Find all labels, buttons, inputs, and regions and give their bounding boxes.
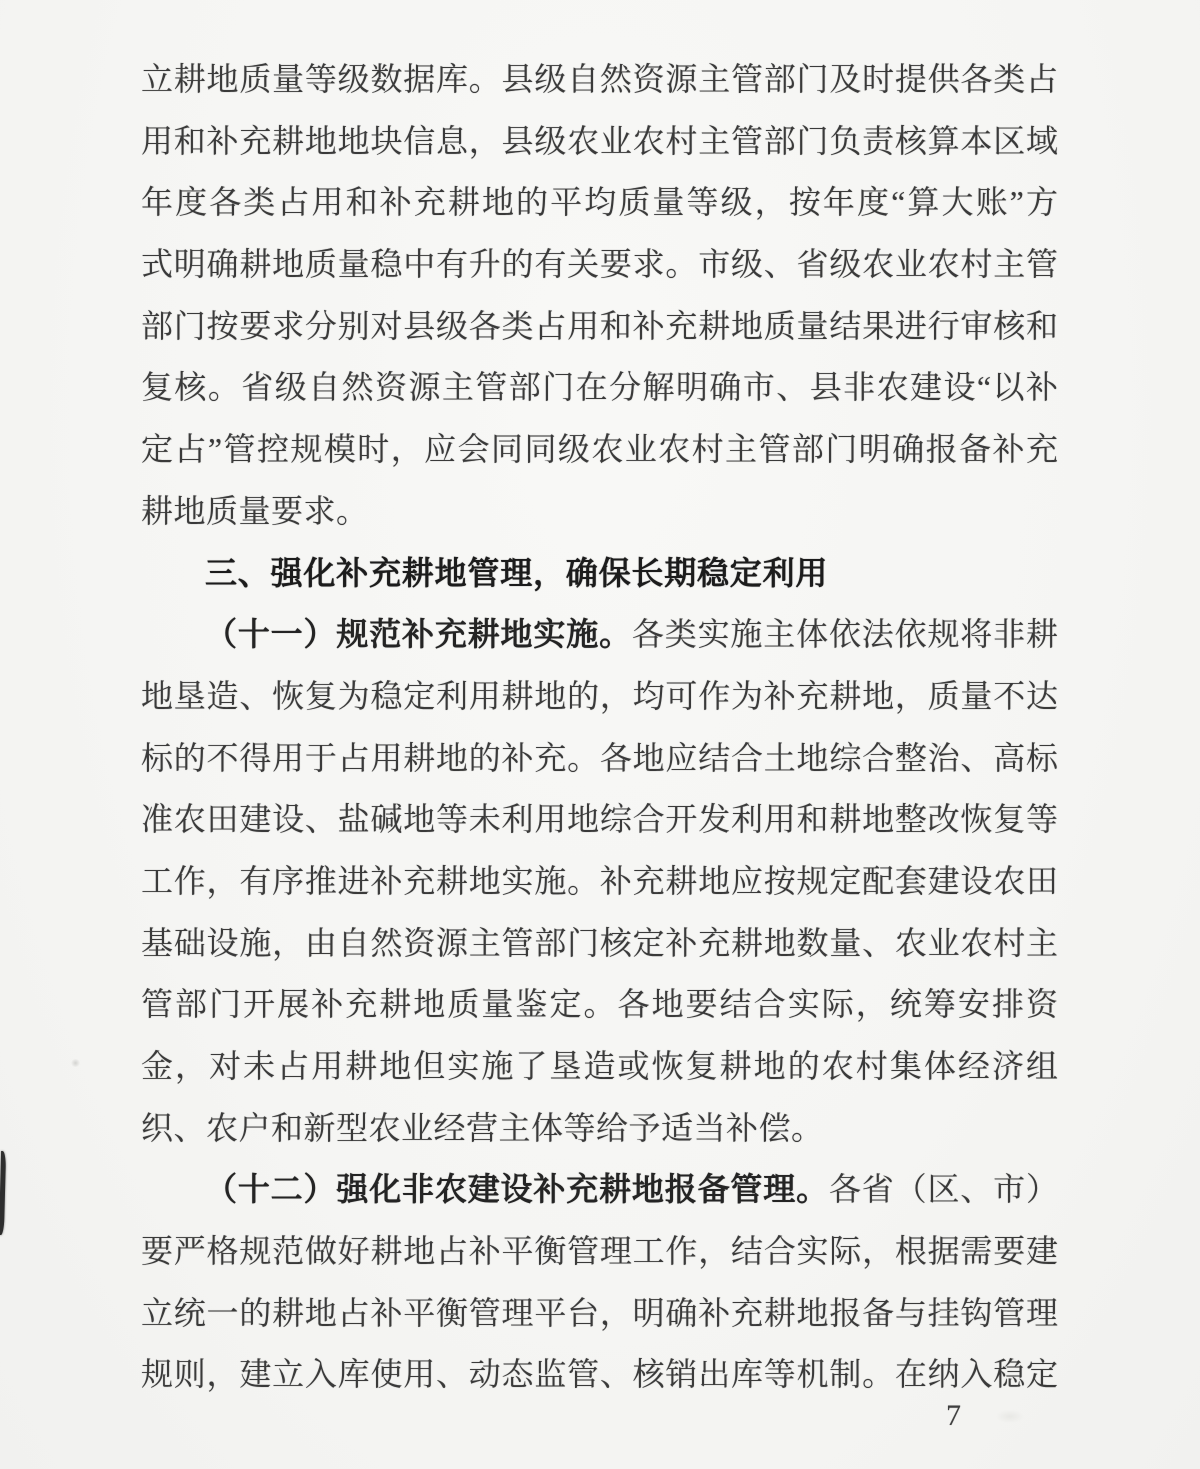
text-line: 准农田建设、盐碱地等未利用地综合开发利用和耕地整改恢复等 bbox=[141, 801, 1058, 838]
text-line: 织、农户和新型农业经营主体等给予适当补偿。 bbox=[141, 1109, 824, 1146]
item-text: 各类实施主体依法依规将非耕 bbox=[631, 616, 1058, 653]
text-line: 金，对未占用耕地但实施了垦造或恢复耕地的农村集体经济组 bbox=[141, 1048, 1058, 1084]
text-line: 年度各类占用和补充耕地的平均质量等级，按年度“算大账”方 bbox=[141, 184, 1058, 221]
text-line: 规则，建立入库使用、动态监管、核销出库等机制。在纳入稳定 bbox=[141, 1356, 1058, 1393]
scan-artifact-speck bbox=[71, 1059, 80, 1067]
item-title: （十二）强化非农建设补充耕地报备管理。 bbox=[205, 1171, 829, 1208]
text-line: 标的不得用于占用耕地的补充。各地应结合土地综合整治、高标 bbox=[141, 739, 1058, 776]
text-line: 复核。省级自然资源主管部门在分解明确市、县非农建设“以补 bbox=[141, 369, 1058, 406]
text-line: 工作，有序推进补充耕地实施。补充耕地应按规定配套建设农田 bbox=[141, 862, 1058, 899]
text-line: 式明确耕地质量稳中有升的有关要求。市级、省级农业农村主管 bbox=[141, 246, 1058, 283]
text-line: 立统一的耕地占补平衡管理平台，明确补充耕地报备与挂钩管理 bbox=[141, 1294, 1058, 1331]
page-number: 7 bbox=[946, 1399, 961, 1432]
text-line: 基础设施，由自然资源主管部门核定补充耕地数量、农业农村主 bbox=[141, 924, 1058, 961]
text-line: 耕地质量要求。 bbox=[141, 492, 369, 529]
text-line: 定占”管控规模时，应会同同级农业农村主管部门明确报备补充 bbox=[141, 431, 1058, 468]
section-heading: 三、强化补充耕地管理，确保长期稳定利用 bbox=[205, 554, 829, 591]
text-line: 立耕地质量等级数据库。县级自然资源主管部门及时提供各类占 bbox=[141, 61, 1058, 97]
item-title: （十一）规范补充耕地实施。 bbox=[205, 616, 632, 653]
text-line bbox=[141, 1159, 1058, 1221]
text-line: 部门按要求分别对县级各类占用和补充耕地质量结果进行审核和 bbox=[141, 307, 1058, 344]
text-line: 管部门开展补充耕地质量鉴定。各地要结合实际，统筹安排资 bbox=[141, 986, 1058, 1023]
scan-artifact-edge-stroke bbox=[0, 1151, 6, 1235]
item-text: 各省（区、市） bbox=[828, 1171, 1058, 1208]
text-line: 要严格规范做好耕地占补平衡管理工作，结合实际，根据需要建 bbox=[141, 1233, 1058, 1270]
text-line: 地垦造、恢复为稳定利用耕地的，均可作为补充耕地，质量不达 bbox=[141, 677, 1058, 714]
document-text-block bbox=[141, 49, 1058, 1406]
text-line bbox=[141, 604, 1058, 666]
text-line: 用和补充耕地地块信息，县级农业农村主管部门负责核算本区域 bbox=[141, 122, 1058, 159]
scan-artifact-smudge bbox=[996, 1410, 1024, 1423]
